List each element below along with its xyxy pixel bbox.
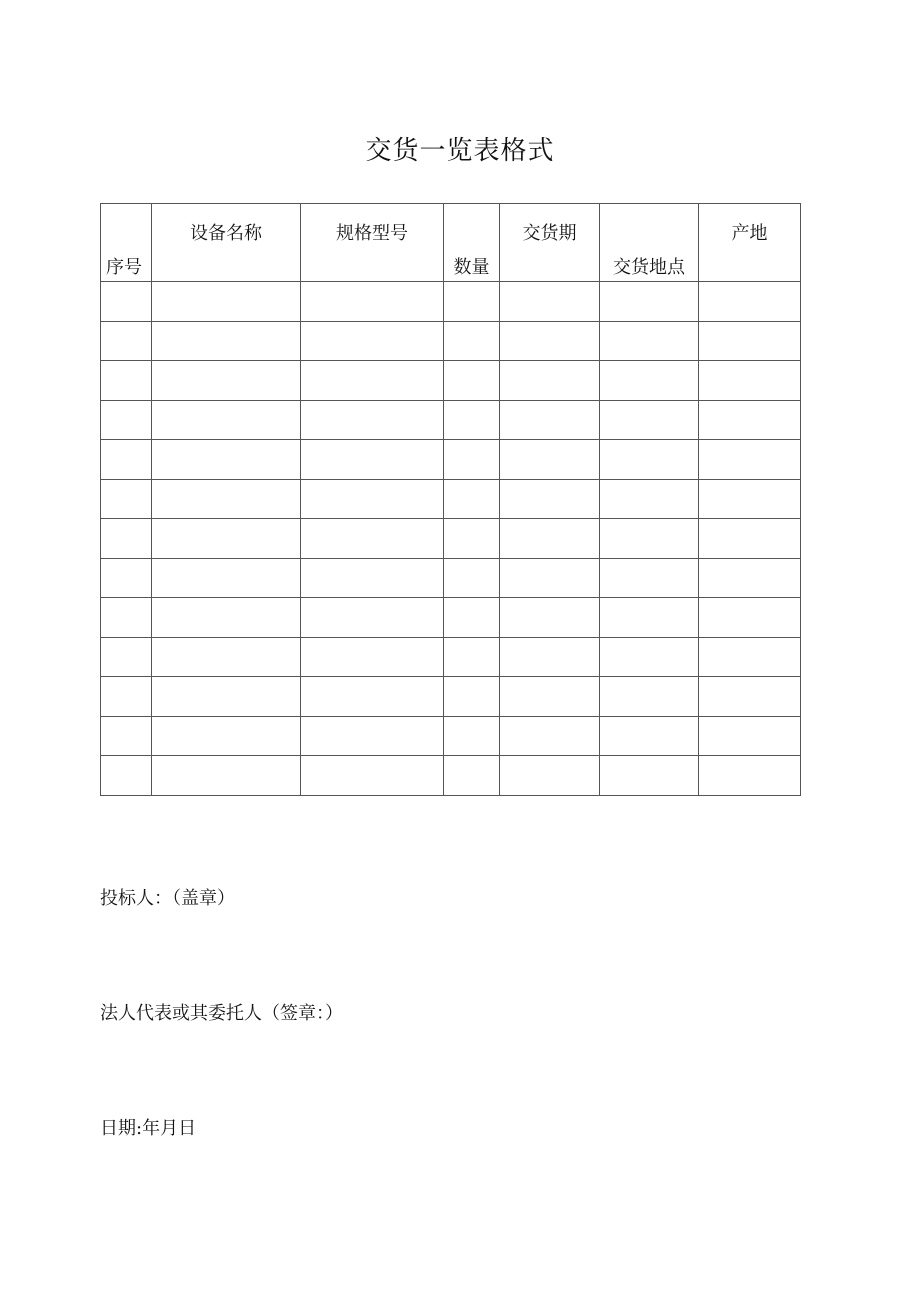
table-cell	[699, 361, 801, 401]
table-cell	[500, 282, 600, 322]
header-seq: 序号	[101, 204, 152, 282]
table-cell	[600, 400, 699, 440]
table-row	[101, 479, 801, 519]
table-cell	[699, 282, 801, 322]
table-cell	[301, 677, 444, 717]
table-row	[101, 716, 801, 756]
table-cell	[152, 282, 301, 322]
header-delivery-period: 交货期	[500, 204, 600, 282]
table-cell	[500, 321, 600, 361]
table-cell	[444, 479, 500, 519]
date-line: 日期:年月日	[100, 1118, 197, 1139]
table-cell	[699, 598, 801, 638]
table-row	[101, 519, 801, 559]
table-cell	[500, 440, 600, 480]
table-cell	[500, 558, 600, 598]
table-cell	[301, 440, 444, 480]
table-cell	[101, 440, 152, 480]
table-cell	[101, 598, 152, 638]
table-cell	[444, 677, 500, 717]
table-cell	[152, 637, 301, 677]
table-row	[101, 558, 801, 598]
table-cell	[101, 321, 152, 361]
table-cell	[444, 361, 500, 401]
table-cell	[301, 479, 444, 519]
table-cell	[600, 282, 699, 322]
table-cell	[444, 598, 500, 638]
bidder-seal-line: 投标人：（盖章）	[100, 888, 235, 909]
table-cell	[101, 558, 152, 598]
table-cell	[444, 400, 500, 440]
table-cell	[101, 282, 152, 322]
table-cell	[301, 400, 444, 440]
table-cell	[301, 558, 444, 598]
table-cell	[101, 361, 152, 401]
table-row	[101, 598, 801, 638]
table-cell	[699, 479, 801, 519]
table-cell	[444, 716, 500, 756]
table-cell	[152, 677, 301, 717]
table-cell	[600, 637, 699, 677]
table-cell	[101, 716, 152, 756]
table-cell	[444, 321, 500, 361]
table-cell	[152, 716, 301, 756]
table-cell	[600, 519, 699, 559]
table-cell	[500, 479, 600, 519]
table-row	[101, 677, 801, 717]
table-cell	[600, 321, 699, 361]
table-cell	[444, 519, 500, 559]
table-cell	[699, 519, 801, 559]
table-cell	[152, 519, 301, 559]
table-row	[101, 440, 801, 480]
table-cell	[444, 756, 500, 796]
table-cell	[600, 677, 699, 717]
header-equipment-name: 设备名称	[152, 204, 301, 282]
header-spec-model: 规格型号	[301, 204, 444, 282]
table-cell	[500, 400, 600, 440]
table-cell	[699, 321, 801, 361]
table-cell	[500, 756, 600, 796]
table-cell	[301, 519, 444, 559]
document-title: 交货一览表格式	[365, 136, 555, 166]
table-body	[101, 282, 801, 796]
table-cell	[600, 716, 699, 756]
header-origin: 产地	[699, 204, 801, 282]
table-cell	[152, 361, 301, 401]
table-cell	[444, 440, 500, 480]
table-row	[101, 400, 801, 440]
representative-signature-line: 法人代表或其委托人（签章：）	[100, 1003, 343, 1024]
table-cell	[500, 361, 600, 401]
table-cell	[600, 598, 699, 638]
table-cell	[152, 756, 301, 796]
table-cell	[600, 756, 699, 796]
table-row	[101, 637, 801, 677]
header-delivery-place: 交货地点	[600, 204, 699, 282]
table-cell	[152, 400, 301, 440]
table-cell	[699, 558, 801, 598]
table-cell	[699, 400, 801, 440]
table-cell	[152, 321, 301, 361]
table-cell	[500, 677, 600, 717]
table-cell	[101, 756, 152, 796]
table-cell	[444, 282, 500, 322]
table-cell	[600, 440, 699, 480]
table-cell	[101, 519, 152, 559]
table-cell	[699, 716, 801, 756]
table-row	[101, 361, 801, 401]
table-cell	[301, 756, 444, 796]
table-row	[101, 282, 801, 322]
header-quantity: 数量	[444, 204, 500, 282]
table-cell	[301, 598, 444, 638]
table-row	[101, 321, 801, 361]
table-cell	[600, 558, 699, 598]
table-cell	[444, 637, 500, 677]
table-cell	[600, 479, 699, 519]
table-cell	[301, 637, 444, 677]
table-cell	[500, 637, 600, 677]
table-cell	[699, 677, 801, 717]
table-cell	[444, 558, 500, 598]
table-cell	[699, 440, 801, 480]
table-cell	[699, 637, 801, 677]
table-cell	[500, 716, 600, 756]
table-cell	[600, 361, 699, 401]
table-cell	[152, 479, 301, 519]
table-cell	[101, 677, 152, 717]
table-cell	[101, 400, 152, 440]
table-row	[101, 756, 801, 796]
table-cell	[101, 479, 152, 519]
table-cell	[152, 558, 301, 598]
table-cell	[500, 598, 600, 638]
table-cell	[152, 440, 301, 480]
table-cell	[301, 361, 444, 401]
table-cell	[301, 282, 444, 322]
delivery-table	[100, 203, 801, 796]
table-cell	[699, 756, 801, 796]
table-cell	[101, 637, 152, 677]
table-cell	[152, 598, 301, 638]
table-cell	[301, 321, 444, 361]
table-header-row	[101, 204, 801, 282]
table-cell	[301, 716, 444, 756]
table-cell	[500, 519, 600, 559]
